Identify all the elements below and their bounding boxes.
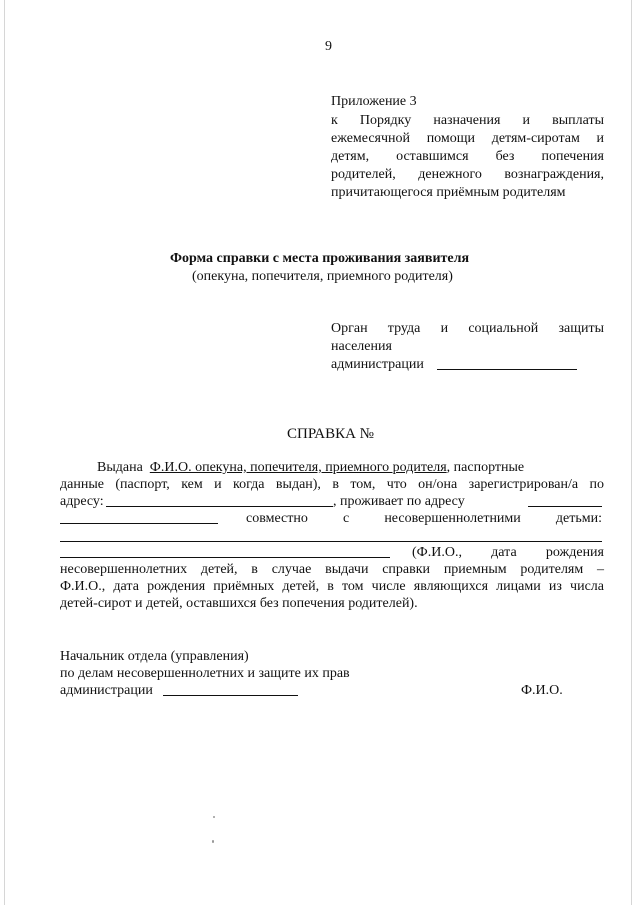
scan-speck [212,840,214,843]
appendix-line: причитающегося приёмным родителям [331,185,566,200]
address-label: адресу: [60,494,104,509]
appendix-line: родителей, денежного вознаграждения, [331,167,604,182]
issued-prefix: Выдана [97,460,143,475]
lives-at: , проживает по адресу [333,494,465,509]
addressee-line: населения [331,339,392,354]
addressee-line: администрации [331,357,424,372]
appendix-line: к Порядку назначения и выплаты [331,113,604,128]
body-line: детей-сирот и детей, оставшихся без попечения родителей). [60,596,418,611]
appendix-line: ежемесячной помощи детям-сиротам и [331,131,604,146]
body-line: Ф.И.О., дата рождения приёмных детей, в том числе являющихся лицами из числа [60,579,604,594]
scan-edge-right [631,0,632,905]
signature-fio: Ф.И.О. [521,683,563,698]
residence-blank-continued[interactable] [60,523,218,524]
page-number: 9 [325,39,332,54]
signature-line: по делам несовершеннолетних и защите их прав [60,666,350,681]
appendix-title: Приложение 3 [331,94,417,109]
fio-birth-text: (Ф.И.О., дата рождения [412,545,604,560]
addressee-blank[interactable] [437,369,577,370]
appendix-line: детям, оставшимся без попечения [331,149,604,164]
signature-blank[interactable] [163,695,298,696]
children-blank[interactable] [60,541,602,542]
residence-blank[interactable] [528,506,602,507]
addressee-line: Орган труда и социальной защиты [331,321,604,336]
issued-fio: Ф.И.О. опекуна, попечителя, приемного родителя [149,460,447,475]
body-line: данные (паспорт, кем и когда выдан), в том, что он/она зарегистрирован/а по [60,477,604,492]
signature-line: Начальник отдела (управления) [60,649,249,664]
form-title: Форма справки с места проживания заявителя [170,251,470,266]
scan-edge-left [4,0,5,905]
issued-line [97,459,524,477]
body-line: несовершеннолетних детей, в случае выдачи справки приемным родителям – [60,562,604,577]
children-blank-2[interactable] [60,557,390,558]
address-blank[interactable] [106,506,333,507]
together-text: совместно с несовершеннолетними детьми: [246,511,602,526]
form-subtitle: (опекуна, попечителя, приемного родителя) [192,269,453,284]
certificate-heading: СПРАВКА № [287,426,374,442]
issued-suffix: , паспортные [446,460,525,475]
scan-speck [213,816,215,818]
signature-line: администрации [60,683,153,698]
